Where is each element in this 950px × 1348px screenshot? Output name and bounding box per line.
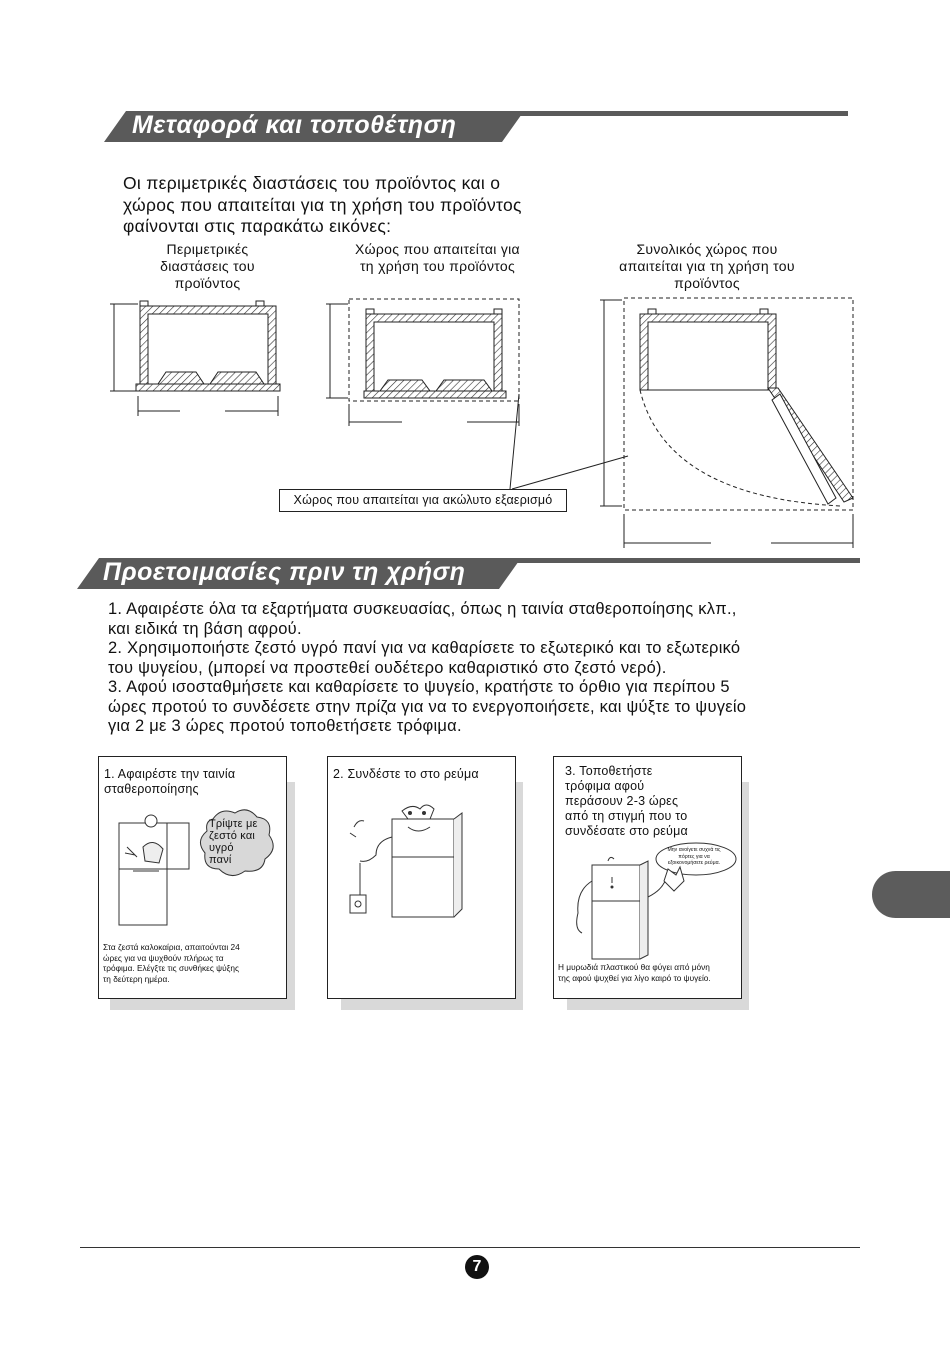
section1-banner-line xyxy=(490,111,848,116)
step-line: για 2 με 3 ώρες προτού τοποθετήσετε τρόφιμα. xyxy=(108,717,462,735)
card3-title xyxy=(565,764,688,839)
clearance-leader-lines xyxy=(500,390,630,495)
card-title-line: 3. Τοποθετήστε xyxy=(565,764,653,778)
card-title-line: 1. Αφαιρέστε την ταινία xyxy=(104,767,236,781)
note-line: Στα ζεστά καλοκαίρια, απαιτούνται 24 xyxy=(103,942,240,952)
intro-line: φαίνονται στις παρακάτω εικόνες: xyxy=(123,216,392,236)
card-title-line: από τη στιγμή που το xyxy=(565,809,688,823)
card-title-line: τρόφιμα αφού xyxy=(565,779,645,793)
bubble-line: πόρτες για να xyxy=(678,853,710,860)
caption-line: Χώρος που απαιτείται για xyxy=(355,241,520,257)
caption-line: διαστάσεις του xyxy=(160,258,255,274)
card-title-line: 2. Συνδέστε το στο ρεύμα xyxy=(333,767,479,781)
card3-note xyxy=(558,962,711,983)
diagram-caption-total-space xyxy=(592,241,822,292)
card1-title xyxy=(104,767,235,797)
card-title-line: σταθεροποίησης xyxy=(104,782,199,796)
bubble-line: Τρίψτε με xyxy=(209,818,258,830)
note-line: τρόφιμα. Ελέγξτε τις συνθήκες ψύξης xyxy=(103,963,239,973)
caption-line: Συνολικός χώρος που xyxy=(636,241,778,257)
step-line: του ψυγείου, (μπορεί να προστεθεί ουδέτερο καθαριστικό στο ζεστό νερό). xyxy=(108,658,667,677)
card-plug-in xyxy=(327,756,516,999)
diagram-usage-space xyxy=(322,292,527,427)
caption-line: προϊόντος xyxy=(174,275,241,291)
diagram-total-space xyxy=(596,292,861,550)
bubble-line: υγρό xyxy=(209,842,234,854)
section2-banner-line xyxy=(500,558,860,563)
diagram-caption-dimensions xyxy=(130,241,285,292)
card2-title xyxy=(333,767,479,782)
diagram-caption-usage-space xyxy=(320,241,555,275)
card-place-food xyxy=(553,756,742,999)
card1-note xyxy=(103,942,240,984)
caption-line: Περιμετρικές xyxy=(166,241,249,257)
card-title-line: περάσουν 2-3 ώρες xyxy=(565,794,679,808)
clearance-label: Χώρος που απαιτείται για ακώλυτο εξαερισμό xyxy=(279,489,567,512)
caption-line: προϊόντος xyxy=(674,275,740,291)
diagram-dimensions xyxy=(110,292,290,417)
card-title-line: συνδέσατε στο ρεύμα xyxy=(565,824,688,838)
footer-divider xyxy=(80,1247,860,1248)
preparation-steps xyxy=(108,600,746,737)
note-line: ώρες για να ψυχθούν πλήρως τα xyxy=(103,952,224,963)
step-line: 2. Χρησιμοποιήστε ζεστό υγρό πανί για να καθαρίσετε το εξωτερικό και το εξωτερικό xyxy=(108,639,741,657)
bubble-line: ζεστό και xyxy=(209,830,256,842)
note-line: Η μυρωδιά πλαστικού θα φύγει από μόνη xyxy=(558,962,710,972)
step-line: 1. Αφαιρέστε όλα τα εξαρτήματα συσκευασίας, όπως η ταινία σταθεροποίησης κλπ., xyxy=(108,600,737,618)
caption-line: απαιτείται για τη χρήση του xyxy=(619,258,795,274)
note-line: τη δεύτερη ημέρα. xyxy=(103,973,170,984)
side-tab-marker xyxy=(872,871,950,918)
card3-bubble-text xyxy=(658,847,730,867)
step-line: και ειδικά τη βάση αφρού. xyxy=(108,619,302,638)
card1-bubble-text xyxy=(209,818,258,866)
note-line: της αφού ψυχθεί για λίγο καιρό το ψυγείο. xyxy=(558,972,711,983)
step-line: ώρες προτού το συνδέσετε στην πρίζα για να το ενεργοποιήσετε, και ψύξτε το ψυγείο xyxy=(108,697,747,716)
caption-line: τη χρήση του προϊόντος xyxy=(359,258,516,274)
section1-title: Μεταφορά και τοποθέτηση xyxy=(132,111,457,139)
bubble-line: Μην ανοίγετε συχνά τις xyxy=(667,847,721,853)
fridge-plug-icon xyxy=(346,797,506,922)
card-remove-tape xyxy=(98,756,287,999)
step-line: 3. Αφού ισοσταθμήσετε και καθαρίσετε το ψυγείο, κρατήστε το όρθιο για περίπου 5 xyxy=(108,678,730,696)
section2-title: Προετοιμασίες πριν τη χρήση xyxy=(103,558,466,586)
intro-line: Οι περιμετρικές διαστάσεις του προϊόντος και ο xyxy=(123,173,501,193)
bubble-line: πανί xyxy=(209,854,232,866)
intro-line: χώρος που απαιτείται για τη χρήση του προϊόντος xyxy=(123,194,522,215)
section1-intro xyxy=(123,173,522,238)
bubble-line: εξοικονομήσετε ρεύμα. xyxy=(667,860,721,866)
page-number: 7 xyxy=(465,1255,489,1279)
